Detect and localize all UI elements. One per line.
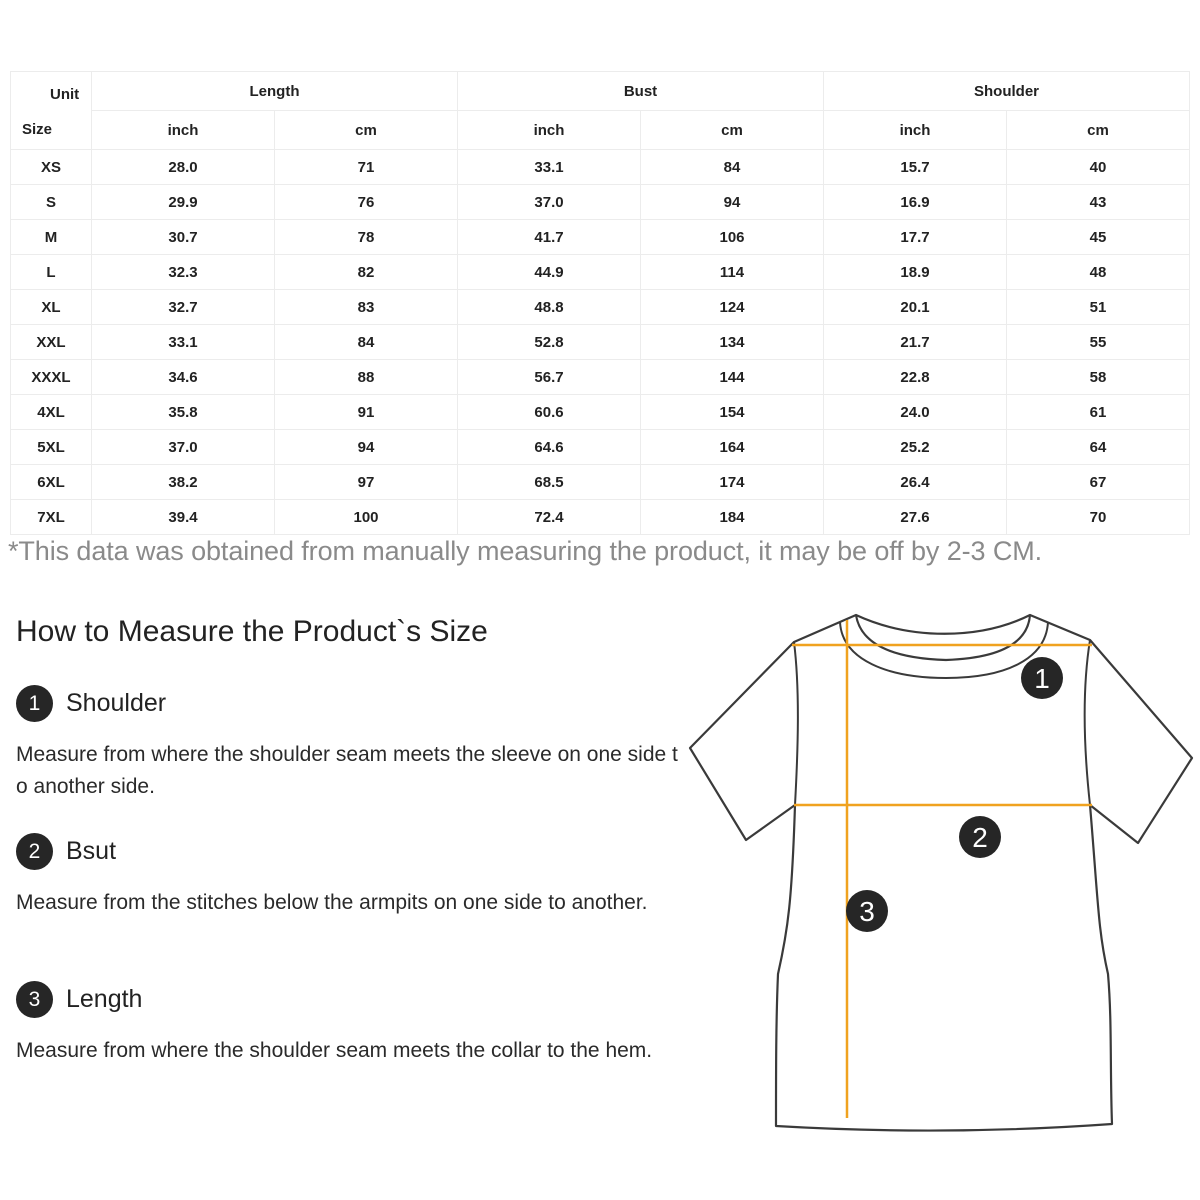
measurement-cell: 25.2 (824, 430, 1007, 465)
measurement-cell: 37.0 (458, 185, 641, 220)
measurement-cell: 45 (1007, 220, 1190, 255)
group-header-bust: Bust (458, 72, 824, 111)
size-cell: XXXL (11, 360, 92, 395)
measurement-cell: 184 (641, 500, 824, 535)
step-title: Bsut (66, 837, 117, 865)
marker-2-badge (959, 816, 1001, 858)
size-cell: XL (11, 290, 92, 325)
measurement-cell: 32.7 (92, 290, 275, 325)
measurement-cell: 44.9 (458, 255, 641, 290)
measurement-cell: 58 (1007, 360, 1190, 395)
table-row (11, 360, 1190, 395)
table-unit-header-row (11, 111, 1190, 150)
measurement-cell: 100 (275, 500, 458, 535)
measurement-cell: 21.7 (824, 325, 1007, 360)
measurement-cell: 52.8 (458, 325, 641, 360)
group-header-shoulder: Shoulder (824, 72, 1190, 111)
step-description: Measure from the stitches below the armpits on one side to another. (16, 891, 648, 914)
size-cell: S (11, 185, 92, 220)
measurement-cell: 106 (641, 220, 824, 255)
measurement-cell: 56.7 (458, 360, 641, 395)
measurement-cell: 16.9 (824, 185, 1007, 220)
unit-label: Unit (50, 86, 80, 103)
step-number-badge: 1 (16, 685, 53, 722)
measurement-cell: 35.8 (92, 395, 275, 430)
step-description: Measure from where the shoulder seam meets the collar to the hem. (16, 1039, 653, 1062)
size-cell: XXL (11, 325, 92, 360)
measurement-cell: 43 (1007, 185, 1190, 220)
size-chart-table (10, 71, 1190, 535)
measurement-cell: 24.0 (824, 395, 1007, 430)
measurement-cell: 72.4 (458, 500, 641, 535)
measurement-cell: 70 (1007, 500, 1190, 535)
table-row (11, 395, 1190, 430)
measurement-cell: 55 (1007, 325, 1190, 360)
measurement-cell: 41.7 (458, 220, 641, 255)
measurement-cell: 27.6 (824, 500, 1007, 535)
step-description: Measure from where the shoulder seam meets the sleeve on one side to another side. (16, 743, 678, 798)
size-cell: M (11, 220, 92, 255)
table-row (11, 150, 1190, 185)
step-length-heading (16, 981, 142, 1018)
marker-3-label: 3 (859, 896, 875, 927)
measurement-cell: 84 (275, 325, 458, 360)
size-cell: XS (11, 150, 92, 185)
measurement-cell: 29.9 (92, 185, 275, 220)
measurement-cell: 64 (1007, 430, 1190, 465)
measurement-cell: 78 (275, 220, 458, 255)
size-cell: L (11, 255, 92, 290)
measurement-cell: 60.6 (458, 395, 641, 430)
table-corner-cell (11, 72, 92, 150)
measurement-cell: 26.4 (824, 465, 1007, 500)
measurement-cell: 15.7 (824, 150, 1007, 185)
measurement-cell: 134 (641, 325, 824, 360)
step-title: Shoulder (66, 689, 167, 717)
measurement-cell: 97 (275, 465, 458, 500)
unit-header: inch (92, 111, 275, 150)
measurement-cell: 114 (641, 255, 824, 290)
size-chart-body (11, 72, 1190, 535)
measurement-cell: 83 (275, 290, 458, 325)
table-row (11, 325, 1190, 360)
table-row (11, 185, 1190, 220)
table-row (11, 220, 1190, 255)
unit-header: cm (641, 111, 824, 150)
table-row (11, 290, 1190, 325)
measurement-cell: 38.2 (92, 465, 275, 500)
measurement-cell: 30.7 (92, 220, 275, 255)
measurement-cell: 28.0 (92, 150, 275, 185)
tshirt-measurement-diagram (680, 600, 1195, 1140)
measurement-cell: 17.7 (824, 220, 1007, 255)
step-number-badge: 2 (16, 833, 53, 870)
measurement-cell: 124 (641, 290, 824, 325)
measurement-cell: 84 (641, 150, 824, 185)
measurement-cell: 71 (275, 150, 458, 185)
marker-2-label: 2 (972, 822, 988, 853)
measurement-cell: 22.8 (824, 360, 1007, 395)
table-row (11, 430, 1190, 465)
measurement-cell: 34.6 (92, 360, 275, 395)
measurement-cell: 48 (1007, 255, 1190, 290)
measurement-cell: 20.1 (824, 290, 1007, 325)
size-cell: 7XL (11, 500, 92, 535)
group-header-length: Length (92, 72, 458, 111)
measurement-cell: 91 (275, 395, 458, 430)
measurement-cell: 51 (1007, 290, 1190, 325)
measurement-cell: 76 (275, 185, 458, 220)
measurement-cell: 32.3 (92, 255, 275, 290)
step-title: Length (66, 985, 143, 1013)
table-row (11, 255, 1190, 290)
measurement-cell: 61 (1007, 395, 1190, 430)
measurement-cell: 144 (641, 360, 824, 395)
measurement-cell: 82 (275, 255, 458, 290)
measurement-cell: 64.6 (458, 430, 641, 465)
measurement-cell: 39.4 (92, 500, 275, 535)
size-cell: 4XL (11, 395, 92, 430)
table-row (11, 500, 1190, 535)
measurement-cell: 94 (275, 430, 458, 465)
measurement-cell: 94 (641, 185, 824, 220)
unit-header: cm (275, 111, 458, 150)
table-row (11, 465, 1190, 500)
measurement-cell: 174 (641, 465, 824, 500)
marker-1-label: 1 (1034, 663, 1050, 694)
marker-1-badge (1021, 657, 1063, 699)
marker-3-badge (846, 890, 888, 932)
measurement-cell: 67 (1007, 465, 1190, 500)
measurement-cell: 37.0 (92, 430, 275, 465)
measurement-cell: 48.8 (458, 290, 641, 325)
step-shoulder-heading (16, 685, 166, 722)
measurement-cell: 88 (275, 360, 458, 395)
measurement-cell: 154 (641, 395, 824, 430)
measurement-cell: 68.5 (458, 465, 641, 500)
measurement-cell: 18.9 (824, 255, 1007, 290)
step-number-badge: 3 (16, 981, 53, 1018)
measurement-cell: 33.1 (92, 325, 275, 360)
size-cell: 6XL (11, 465, 92, 500)
measurement-cell: 40 (1007, 150, 1190, 185)
measurement-cell: 164 (641, 430, 824, 465)
howto-title: How to Measure the Product`s Size (16, 615, 488, 648)
tshirt-outline-icon (690, 615, 1192, 1131)
size-cell: 5XL (11, 430, 92, 465)
measurement-cell: 33.1 (458, 150, 641, 185)
table-group-header-row (11, 72, 1190, 111)
step-bust-heading (16, 833, 116, 870)
unit-header: inch (824, 111, 1007, 150)
unit-header: inch (458, 111, 641, 150)
measurement-disclaimer: *This data was obtained from manually measuring the product, it may be off by 2-3 CM. (8, 536, 1043, 566)
size-label: Size (22, 121, 53, 138)
unit-header: cm (1007, 111, 1190, 150)
